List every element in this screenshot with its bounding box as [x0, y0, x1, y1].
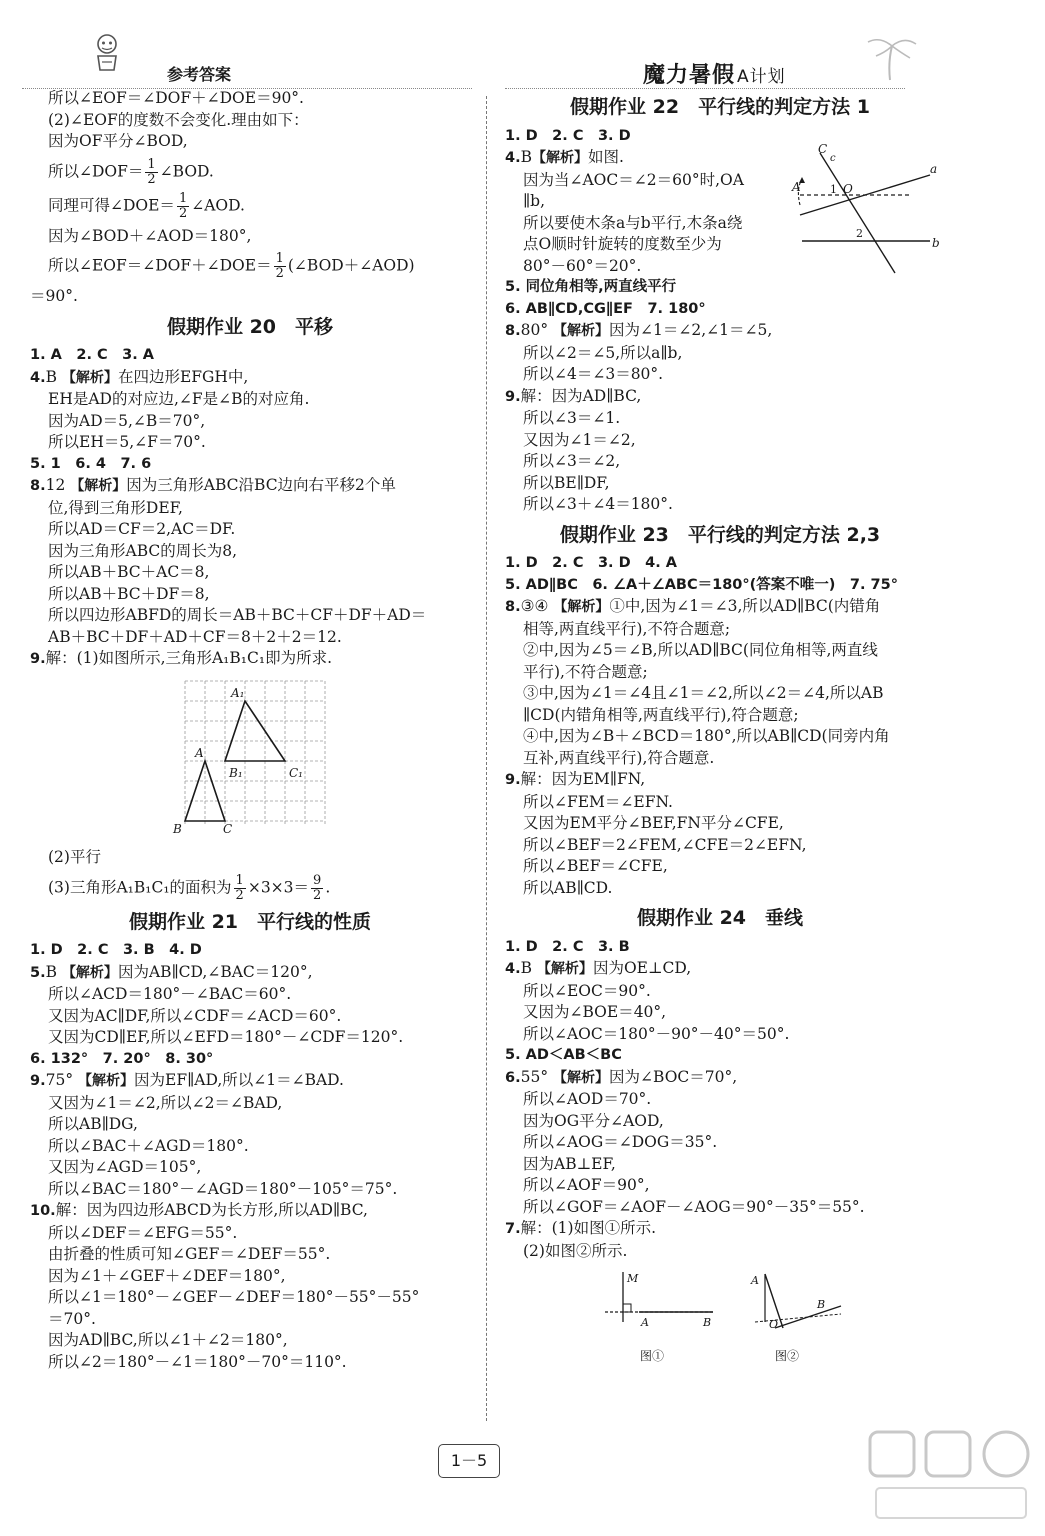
answer-line: 6. AB∥CD,CG∥EF 7. 180° — [505, 300, 706, 317]
text-line: ④中,因为∠B＋∠BCD＝180°,所以AB∥CD(同旁内角 — [523, 727, 890, 745]
text-line: 所以∠BEF＝2∠FEM,∠CFE＝2∠EFN, — [523, 835, 807, 854]
text-line: 由折叠的性质可知∠GEF＝∠DEF＝55°. — [48, 1245, 331, 1263]
answer-4-block — [505, 143, 940, 277]
text-line: 所以要使木条a与b平行,木条a绕 — [523, 213, 743, 232]
fraction: $\frac{1}{2}$ — [275, 251, 284, 281]
translation-grid-svg — [145, 675, 345, 837]
label-a-lower: a — [930, 162, 938, 176]
text-line: EH是AD的对应边,∠F是∠B的对应角. — [48, 390, 310, 408]
header-left — [22, 30, 482, 86]
label-c-upper: C — [818, 143, 828, 156]
text-line: ②中,因为∠5＝∠B,所以AD∥BC(同位角相等,两直线 — [523, 641, 878, 659]
answers-title: 参考答案 — [167, 65, 232, 84]
answer-line: 9.解：因为EM∥FN, — [505, 770, 646, 788]
section-title-23: 假期作业 23 平行线的判定方法 2,3 — [559, 523, 881, 546]
text-line: 同理可得∠DOE＝ $\frac{1}{2}$ ∠AOD. — [48, 190, 245, 221]
fig1-caption: 图① — [640, 1349, 665, 1363]
text-line: 所以∠3＝∠2, — [523, 452, 621, 470]
text-line: 又因为∠AGD＝105°, — [48, 1158, 202, 1176]
text-line: 所以∠AOD＝70°. — [523, 1090, 652, 1108]
rotation-figure-svg — [790, 143, 940, 283]
label-angle-1: 1 — [830, 183, 837, 196]
header-right — [560, 30, 1030, 86]
palm-tree-icon — [860, 32, 920, 82]
fraction: $\frac{1}{2}$ — [147, 156, 156, 187]
section-title-24: 假期作业 24 垂线 — [636, 907, 804, 929]
text-line: 所以∠DEF＝∠EFG＝55°. — [48, 1223, 238, 1242]
triangle-a1b1c1 — [225, 701, 285, 761]
answer-line: 5. 1 6. 4 7. 6 — [30, 455, 152, 472]
text-line: ∥b, — [523, 192, 546, 210]
section-title-21: 假期作业 21 平行线的性质 — [128, 910, 372, 933]
label-angle-2: 2 — [856, 227, 863, 240]
answer-line: 1. A 2. C 3. A — [30, 347, 155, 363]
text-line: 所以AB＋BC＋DF＝8, — [48, 584, 210, 603]
text-line: 所以∠AOF＝90°, — [523, 1176, 650, 1194]
text-line: ＝70°. — [48, 1309, 96, 1328]
section-title-20: 假期作业 20 平移 — [166, 315, 334, 338]
answer-line: 5. 同位角相等,两直线平行 — [505, 279, 677, 295]
text-line: 所以EH＝5,∠F＝70°. — [48, 433, 206, 451]
label-o: O — [843, 182, 853, 196]
page-number: 1－5 — [438, 1444, 500, 1478]
text-line: 所以∠EOF＝∠DOF＋∠DOE＝ $\frac{1}{2}$ (∠BOD＋∠AOD) — [48, 251, 415, 281]
corner-stamp-icon — [866, 1426, 1036, 1526]
label-a: A — [195, 745, 204, 760]
label-b-lower: b — [932, 236, 940, 250]
text-line: 所以BE∥DF, — [523, 473, 610, 492]
text-line: 所以AB∥DG, — [48, 1115, 138, 1133]
text-line: 所以∠FEM＝∠EFN. — [523, 792, 673, 811]
answer-line: 9.75° 【解析】因为EF∥AD,所以∠1＝∠BAD. — [30, 1071, 344, 1089]
text-line: 因为AB⊥EF, — [523, 1154, 616, 1173]
text-line: 所以∠EOF＝∠DOF＋∠DOE＝90°. — [48, 89, 304, 107]
answer-line: 6.55° 【解析】因为∠BOC＝70°, — [505, 1067, 738, 1086]
text-line: 所以∠2＝∠5,所以a∥b, — [523, 343, 683, 362]
answer-line: 7.解：(1)如图①所示. — [505, 1219, 656, 1237]
text-line: 所以∠2＝180°－∠1＝180°－70°＝110°. — [48, 1352, 347, 1371]
answer-line: 4.B【解析】如图. — [505, 148, 624, 166]
answer-line: 5. AD＜AB＜BC — [505, 1047, 622, 1063]
answer-line: 8.③④ 【解析】①中,因为∠1＝∠3,所以AD∥BC(内错角 — [505, 597, 881, 615]
text-line: (2)平行 — [48, 848, 101, 866]
text-line: AB＋BC＋DF＋AD＋CF＝8＋2＋2＝12. — [48, 627, 342, 646]
answer-line: 1. D 2. C 3. D 4. A — [505, 555, 678, 571]
text-line: 因为OG平分∠AOD, — [523, 1111, 664, 1130]
series-title: 魔力暑假 A计划 — [643, 63, 786, 88]
section-title-22: 假期作业 22 平行线的判定方法 1 — [570, 96, 870, 118]
answer-line: 1. D 2. C 3. B 4. D — [30, 942, 202, 958]
label-b1: B₁ — [229, 765, 243, 780]
text-line: 所以∠GOF＝∠AOF－∠AOG＝90°－35°＝55°. — [523, 1197, 865, 1216]
label-c: C — [223, 821, 233, 836]
label-c1: C₁ — [289, 765, 303, 780]
text-line: 所以∠3＝∠1. — [523, 409, 621, 427]
text-line: 所以∠BEF＝∠CFE, — [523, 857, 668, 875]
text-line: 因为当∠AOC＝∠2＝60°时,OA — [523, 170, 744, 189]
text-line: 所以∠AOC＝180°－90°－40°＝50°. — [523, 1024, 790, 1043]
text-line: 所以∠AOG＝∠DOG＝35°. — [523, 1133, 718, 1151]
text-line: 因为三角形ABC的周长为8, — [48, 541, 238, 560]
fig2-caption: 图② — [775, 1349, 800, 1363]
text-line: 又因为∠BOE＝40°, — [523, 1003, 667, 1021]
text-line: 所以AB∥CD. — [523, 878, 613, 897]
text-line: 平行),不符合题意; — [523, 662, 648, 681]
text-line: 又因为∠1＝∠2,所以∠2＝∠BAD, — [48, 1093, 283, 1112]
fig2-label-b: B — [817, 1298, 826, 1311]
text-line: 点O顺时针旋转的度数至少为 — [523, 235, 722, 253]
label-b: B — [173, 821, 182, 836]
answer-line: 1. D 2. C 3. B — [505, 938, 630, 955]
text-line: 又因为∠1＝∠2, — [523, 430, 636, 449]
text-line: 又因为AC∥DF,所以∠CDF＝∠ACD＝60°. — [48, 1006, 342, 1025]
text-line: 因为AD∥BC,所以∠1＋∠2＝180°, — [48, 1331, 288, 1349]
text-line: (3)三角形A₁B₁C₁的面积为 $\frac{1}{2}$ ×3×3＝ $\frac{9}{2}$ . — [48, 872, 331, 903]
text-line: 80°－60°＝20°. — [523, 256, 642, 275]
right-column — [505, 88, 940, 1385]
text-line: 又因为CD∥EF,所以∠EFD＝180°－∠CDF＝120°. — [48, 1028, 404, 1046]
text-line: 互补,两直线平行),符合题意. — [523, 748, 715, 767]
fraction: $\frac{9}{2}$ — [313, 872, 322, 903]
fig2-label-o: O — [769, 1318, 779, 1331]
perpendicular-figures-svg — [595, 1266, 855, 1374]
translation-grid-figure — [30, 675, 470, 844]
fig1-label-m: M — [627, 1272, 639, 1285]
column-divider — [486, 96, 487, 1421]
perpendicular-figures — [505, 1266, 935, 1381]
text-line: (2)∠EOF的度数不会变化.理由如下： — [48, 110, 309, 129]
answer-line: 4.B 【解析】在四边形EFGH中, — [30, 367, 249, 386]
text-line: 所以∠EOC＝90°. — [523, 981, 651, 1000]
answer-line: 5. AD∥BC 6. ∠A＋∠ABC＝180°(答案不唯一) 7. 75° — [505, 576, 898, 593]
text-line: (2)如图②所示. — [523, 1241, 628, 1260]
answer-line: 4.B 【解析】因为OE⊥CD, — [505, 959, 692, 977]
text-line: 相等,两直线平行),不符合题意; — [523, 619, 731, 638]
text-line: ∥CD(内错角相等,两直线平行),符合题意; — [523, 705, 799, 724]
text-line: 所以AB＋BC＋AC＝8, — [48, 563, 210, 581]
answer-line: 8.80° 【解析】因为∠1＝∠2,∠1＝∠5, — [505, 321, 773, 339]
label-c-lower: c — [830, 153, 836, 164]
answer-line: 10.解：因为四边形ABCD为长方形,所以AD∥BC, — [30, 1201, 368, 1219]
label-a-upper: A — [792, 180, 801, 194]
fig2-label-a: A — [751, 1274, 759, 1287]
text-line: ＝90°. — [30, 287, 78, 305]
text-line: 所以∠BAC＝180°－∠AGD＝180°－105°＝75°. — [48, 1179, 398, 1198]
text-line: 所以∠DOF＝ $\frac{1}{2}$ ∠BOD. — [48, 156, 214, 187]
fraction: $\frac{1}{2}$ — [235, 872, 244, 903]
text-line: 所以AD＝CF＝2,AC＝DF. — [48, 520, 236, 538]
fig2-line-ob — [775, 1306, 841, 1328]
text-line: 位,得到三角形DEF, — [48, 498, 183, 517]
fraction: $\frac{1}{2}$ — [178, 190, 188, 221]
text-line: 所以∠4＝∠3＝80°. — [523, 365, 664, 383]
answer-line: 9.解：因为AD∥BC, — [505, 386, 642, 405]
text-line: 又因为EM平分∠BEF,FN平分∠CFE, — [523, 814, 784, 832]
fig1-right-angle-mark — [623, 1304, 631, 1312]
answer-line: 1. D 2. C 3. D — [505, 127, 631, 144]
left-column — [30, 88, 470, 1373]
fig1-label-b: B — [703, 1316, 712, 1329]
text-line: 因为∠BOD＋∠AOD＝180°, — [48, 226, 252, 245]
text-line: 所以∠ACD＝180°－∠BAC＝60°. — [48, 985, 292, 1003]
text-line: 因为∠1＋∠GEF＋∠DEF＝180°, — [48, 1266, 286, 1285]
label-a1: A₁ — [231, 685, 245, 700]
mascot-logo-icon — [92, 32, 122, 72]
answer-line: 6. 132° 7. 20° 8. 30° — [30, 1050, 214, 1067]
text-line: 因为AD＝5,∠B＝70°, — [48, 411, 206, 430]
text-line: 所以∠BAC＋∠AGD＝180°. — [48, 1136, 249, 1155]
text-line: 因为OF平分∠BOD, — [48, 132, 188, 150]
answer-line: 8.12 【解析】因为三角形ABC沿BC边向右平移2个单 — [30, 476, 396, 494]
fig1-label-a: A — [641, 1316, 649, 1329]
text-line: 所以∠1＝180°－∠GEF－∠DEF＝180°－55°－55° — [48, 1288, 420, 1306]
text-line: 所以四边形ABFD的周长＝AB＋BC＋CF＋DF＋AD＝ — [48, 606, 427, 624]
answer-line: 5.B 【解析】因为AB∥CD,∠BAC＝120°, — [30, 962, 313, 981]
text-line: 所以∠3＋∠4＝180°. — [523, 495, 673, 513]
answer-line: 9.解：(1)如图所示,三角形A₁B₁C₁即为所求. — [30, 649, 333, 667]
text-line: ③中,因为∠1＝∠4且∠1＝∠2,所以∠2＝∠4,所以AB — [523, 684, 884, 702]
